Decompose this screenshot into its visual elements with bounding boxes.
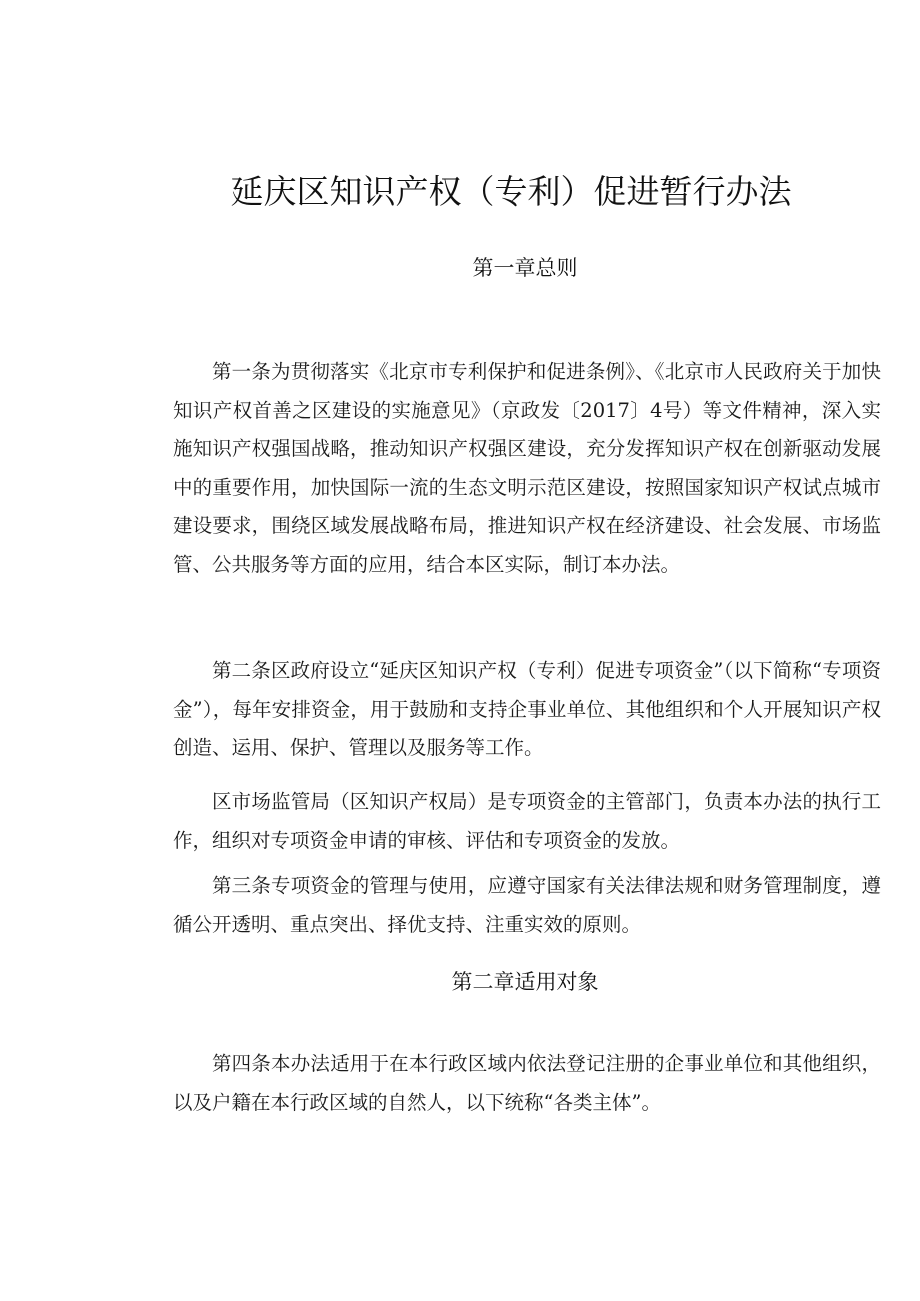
article-4-paragraph: 第四条本办法适用于在本行政区域内依法登记注册的企事业单位和其他组织，以及户籍在本行政区域的自然人，以下统称“各类主体”。 [173,1052,881,1114]
article-2-paragraph: 第二条区政府设立“延庆区知识产权（专利）促进专项资金”（以下简称“专项资金”），每年安排资金，用于鼓励和支持企事业单位、其他组织和个人开展知识产权创造、运用、保护、管理以及服务等工作。 [173,659,881,760]
article-2-supplement-paragraph: 区市场监管局（区知识产权局）是专项资金的主管部门，负责本办法的执行工作，组织对专项资金申请的审核、评估和专项资金的发放。 [173,790,881,852]
article-3-paragraph: 第三条专项资金的管理与使用，应遵守国家有关法律法规和财务管理制度，遵循公开透明、重点突出、择优支持、注重实效的原则。 [173,874,881,936]
document-title: 延庆区知识产权（专利）促进暂行办法 [230,172,792,211]
article-1-paragraph: 第一条为贯彻落实《北京市专利保护和促进条例》、《北京市人民政府关于加快知识产权首善之区建设的实施意见》（京政发〔2017〕4号）等文件精神，深入实施知识产权强国战略，推动知识产权强区建设，充分发挥知识产权在创新驱动发展中的重要作用，加快国际一流的生态文明示范区建设，按照国家知识产权试点城市建设要求，围绕区域发展战略布局，推进知识产权在经济建设、社会发展、市场监管、公共服务等方面的应用，结合本区实际，制订本办法。 [173,360,881,576]
chapter-heading-1: 第一章总则 [472,256,578,280]
chapter-heading-2: 第二章适用对象 [451,970,599,994]
